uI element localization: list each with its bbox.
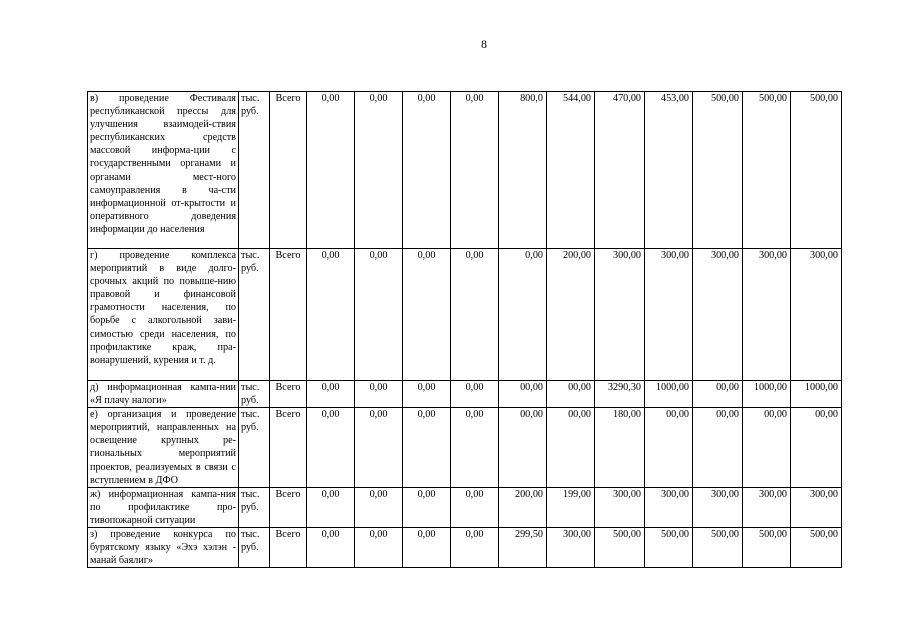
value-cell: 0,00 [451, 528, 499, 568]
value-cell: 0,00 [403, 408, 451, 488]
table-row [88, 528, 842, 568]
value-cell: 300,00 [645, 487, 693, 527]
value-cell: 180,00 [595, 408, 645, 488]
value-cell: 0,00 [403, 249, 451, 381]
value-cell: 200,00 [499, 487, 547, 527]
table-row [88, 249, 842, 381]
row-unit: тыс. руб. [239, 528, 270, 568]
value-cell: 3290,30 [595, 381, 645, 408]
value-cell: 0,00 [307, 408, 355, 488]
row-description: ж) информационная кампа-ния по профилактике про-тивопожарной ситуации [88, 487, 239, 527]
value-cell: 1000,00 [743, 381, 791, 408]
row-description: г) проведение комплекса мероприятий в виде долго-срочных акций по повыше-нию правовой и финансовой грамотности населения, по борьбе с алкогольной зави-симостью среди населения, по профилактике краж, пра-вонарушений, курения и т. д. [88, 249, 239, 381]
row-total-label: Всего [270, 528, 307, 568]
table-body [88, 92, 842, 568]
table-row [88, 408, 842, 488]
value-cell: 300,00 [791, 487, 842, 527]
table-row [88, 381, 842, 408]
row-total-label: Всего [270, 92, 307, 249]
value-cell: 470,00 [595, 92, 645, 249]
value-cell: 453,00 [645, 92, 693, 249]
value-cell: 300,00 [791, 249, 842, 381]
value-cell: 500,00 [791, 92, 842, 249]
row-total-label: Всего [270, 487, 307, 527]
row-unit: тыс. руб. [239, 487, 270, 527]
value-cell: 300,00 [693, 249, 743, 381]
value-cell: 0,00 [307, 528, 355, 568]
value-cell: 1000,00 [791, 381, 842, 408]
row-unit: тыс. руб. [239, 408, 270, 488]
value-cell: 00,00 [547, 381, 595, 408]
value-cell: 0,00 [403, 487, 451, 527]
value-cell: 0,00 [307, 92, 355, 249]
value-cell: 300,00 [595, 487, 645, 527]
value-cell: 0,00 [451, 249, 499, 381]
value-cell: 00,00 [791, 408, 842, 488]
budget-table [87, 91, 842, 568]
value-cell: 300,00 [693, 487, 743, 527]
value-cell: 00,00 [743, 408, 791, 488]
value-cell: 0,00 [451, 408, 499, 488]
value-cell: 1000,00 [645, 381, 693, 408]
value-cell: 544,00 [547, 92, 595, 249]
row-description: д) информационная кампа-нии «Я плачу налоги» [88, 381, 239, 408]
value-cell: 500,00 [645, 528, 693, 568]
value-cell: 0,00 [355, 408, 403, 488]
page-number: 8 [481, 37, 487, 51]
value-cell: 500,00 [693, 92, 743, 249]
value-cell: 199,00 [547, 487, 595, 527]
row-total-label: Всего [270, 249, 307, 381]
value-cell: 00,00 [499, 408, 547, 488]
value-cell: 200,00 [547, 249, 595, 381]
value-cell: 0,00 [403, 381, 451, 408]
value-cell: 300,00 [743, 487, 791, 527]
value-cell: 0,00 [403, 92, 451, 249]
value-cell: 00,00 [499, 381, 547, 408]
value-cell: 500,00 [743, 528, 791, 568]
table-row [88, 487, 842, 527]
row-description: з) проведение конкурса по бурятскому языку «Эхэ хэлэн - манай баялиг» [88, 528, 239, 568]
row-total-label: Всего [270, 381, 307, 408]
value-cell: 0,00 [451, 381, 499, 408]
value-cell: 0,00 [307, 381, 355, 408]
row-description: е) организация и проведение мероприятий, направленных на освещение крупных ре-гиональных мероприятий проектов, реализуемых в связи с вступлением в ДФО [88, 408, 239, 488]
value-cell: 0,00 [355, 92, 403, 249]
value-cell: 0,00 [355, 249, 403, 381]
value-cell: 500,00 [743, 92, 791, 249]
value-cell: 300,00 [743, 249, 791, 381]
value-cell: 0,00 [451, 487, 499, 527]
value-cell: 800,0 [499, 92, 547, 249]
value-cell: 500,00 [693, 528, 743, 568]
value-cell: 0,00 [355, 487, 403, 527]
value-cell: 500,00 [595, 528, 645, 568]
value-cell: 0,00 [355, 528, 403, 568]
value-cell: 0,00 [355, 381, 403, 408]
value-cell: 00,00 [693, 381, 743, 408]
value-cell: 0,00 [499, 249, 547, 381]
value-cell: 00,00 [645, 408, 693, 488]
row-description: в) проведение Фестиваля республиканской прессы для улучшения взаимодей-ствия республиканских средств массовой информа-ции с государственными органами и органами мест-ного самоуправления в ча-сти информационной от-крытости и оперативного доведения информации до населения [88, 92, 239, 249]
row-unit: тыс. руб. [239, 381, 270, 408]
value-cell: 00,00 [693, 408, 743, 488]
row-unit: тыс. руб. [239, 249, 270, 381]
value-cell: 0,00 [403, 528, 451, 568]
value-cell: 500,00 [791, 528, 842, 568]
value-cell: 299,50 [499, 528, 547, 568]
row-unit: тыс. руб. [239, 92, 270, 249]
value-cell: 0,00 [307, 487, 355, 527]
value-cell: 0,00 [307, 249, 355, 381]
value-cell: 300,00 [595, 249, 645, 381]
table-row [88, 92, 842, 249]
value-cell: 300,00 [547, 528, 595, 568]
value-cell: 00,00 [547, 408, 595, 488]
value-cell: 0,00 [451, 92, 499, 249]
row-total-label: Всего [270, 408, 307, 488]
value-cell: 300,00 [645, 249, 693, 381]
